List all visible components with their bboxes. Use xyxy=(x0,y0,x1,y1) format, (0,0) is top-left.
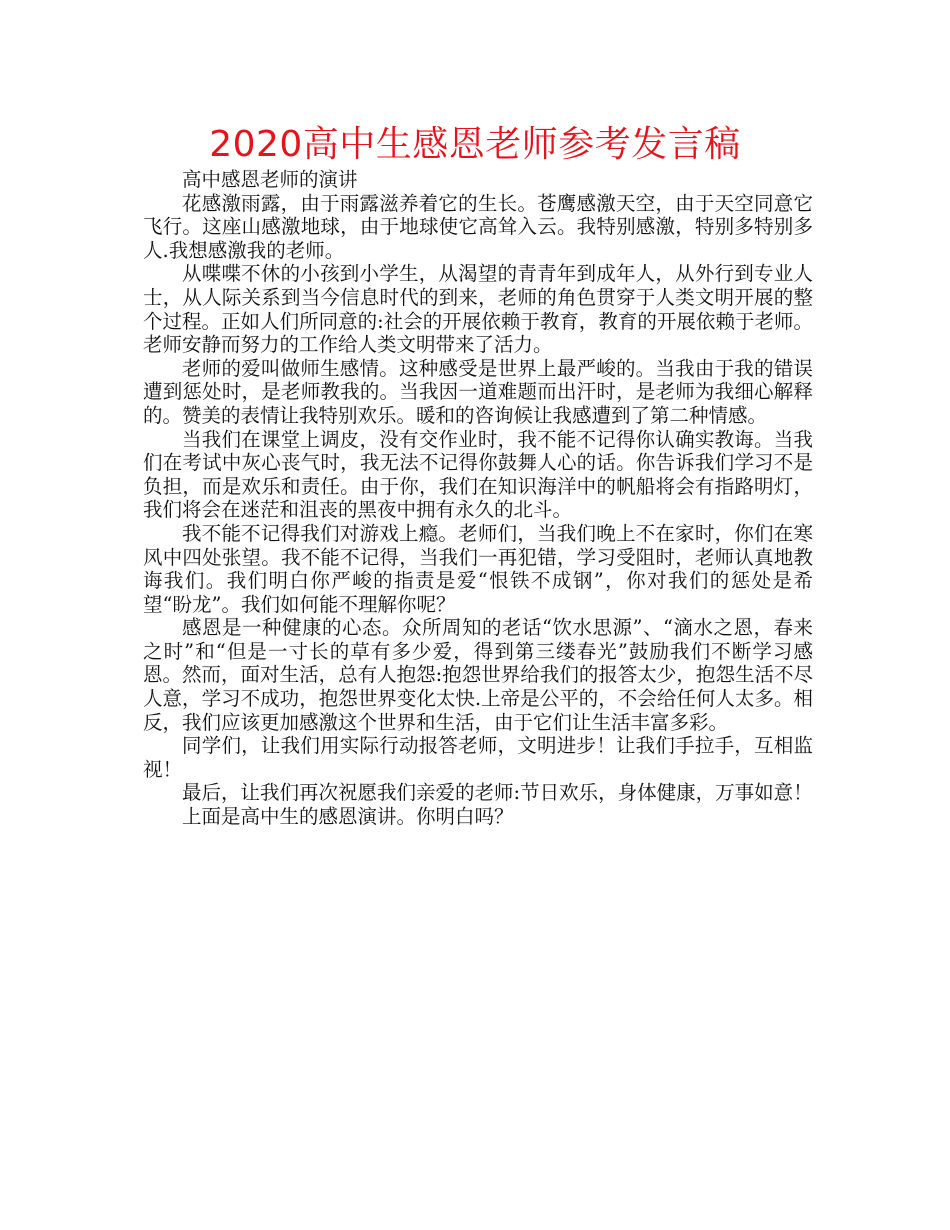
paragraph-gratitude-nature: 花感激雨露，由于雨露滋养着它的生长。苍鹰感激天空，由于天空同意它飞行。这座山感激地球，由于地球使它高耸入云。我特别感激，特别多特别多人.我想感激我的老师。 xyxy=(143,191,813,262)
paragraph-call-to-action: 同学们，让我们用实际行动报答老师，文明进步！让我们手拉手，互相监视！ xyxy=(143,734,813,781)
paragraph-teacher-love: 老师的爱叫做师生感情。这种感受是世界上最严峻的。当我由于我的错误遭到惩处时，是老师教我的。当我因一道难题而出汗时，是老师为我细心解释的。赞美的表情让我特别欢乐。暖和的咨询候让我感遭到了第二种情感。 xyxy=(143,356,813,427)
paragraph-classroom-memories: 当我们在课堂上调皮，没有交作业时，我不能不记得你认确实教诲。当我们在考试中灰心丧气时，我无法不记得你鼓舞人心的话。你告诉我们学习不是负担，而是欢乐和责任。由于你，我们在知识海洋中的帆船将会有指路明灯，我们将会在迷茫和沮丧的黑夜中拥有永久的北斗。 xyxy=(143,427,813,522)
document-body xyxy=(143,168,813,829)
paragraph-teacher-role: 从喋喋不休的小孩到小学生，从渴望的青青年到成年人，从外行到专业人士，从人际关系到当今信息时代的到来，老师的角色贯穿于人类文明开展的整个过程。正如人们所同意的:社会的开展依赖于教育，教育的开展依赖于老师。老师安静而努力的工作给人类文明带来了活力。 xyxy=(143,262,813,357)
paragraph-gratitude-mindset: 感恩是一种健康的心态。众所周知的老话“饮水思源”、“滴水之恩，春来之时”和“但是一寸长的草有多少爱，得到第三缕春光”鼓励我们不断学习感恩。然而，面对生活，总有人抱怨:抱怨世界给我们的报答太少，抱怨生活不尽人意，学习不成功，抱怨世界变化太快.上帝是公平的，不会给任何人太多。相反，我们应该更加感激这个世界和生活，由于它们让生活丰富多彩。 xyxy=(143,616,813,734)
paragraph-teacher-care: 我不能不记得我们对游戏上瘾。老师们，当我们晚上不在家时，你们在寒风中四处张望。我不能不记得，当我们一再犯错，学习受阻时，老师认真地教诲我们。我们明白你严峻的指责是爱“恨铁不成钢”，你对我们的惩处是希望“盼龙”。我们如何能不理解你呢？ xyxy=(143,521,813,616)
paragraph-subtitle: 高中感恩老师的演讲 xyxy=(182,168,358,191)
paragraph-closing-wishes: 最后，让我们再次祝愿我们亲爱的老师:节日欢乐，身体健康，万事如意！ xyxy=(182,781,813,805)
document-title: 2020高中生感恩老师参考发言稿 xyxy=(209,124,741,165)
paragraph-ending: 上面是高中生的感恩演讲。你明白吗？ xyxy=(182,805,514,829)
